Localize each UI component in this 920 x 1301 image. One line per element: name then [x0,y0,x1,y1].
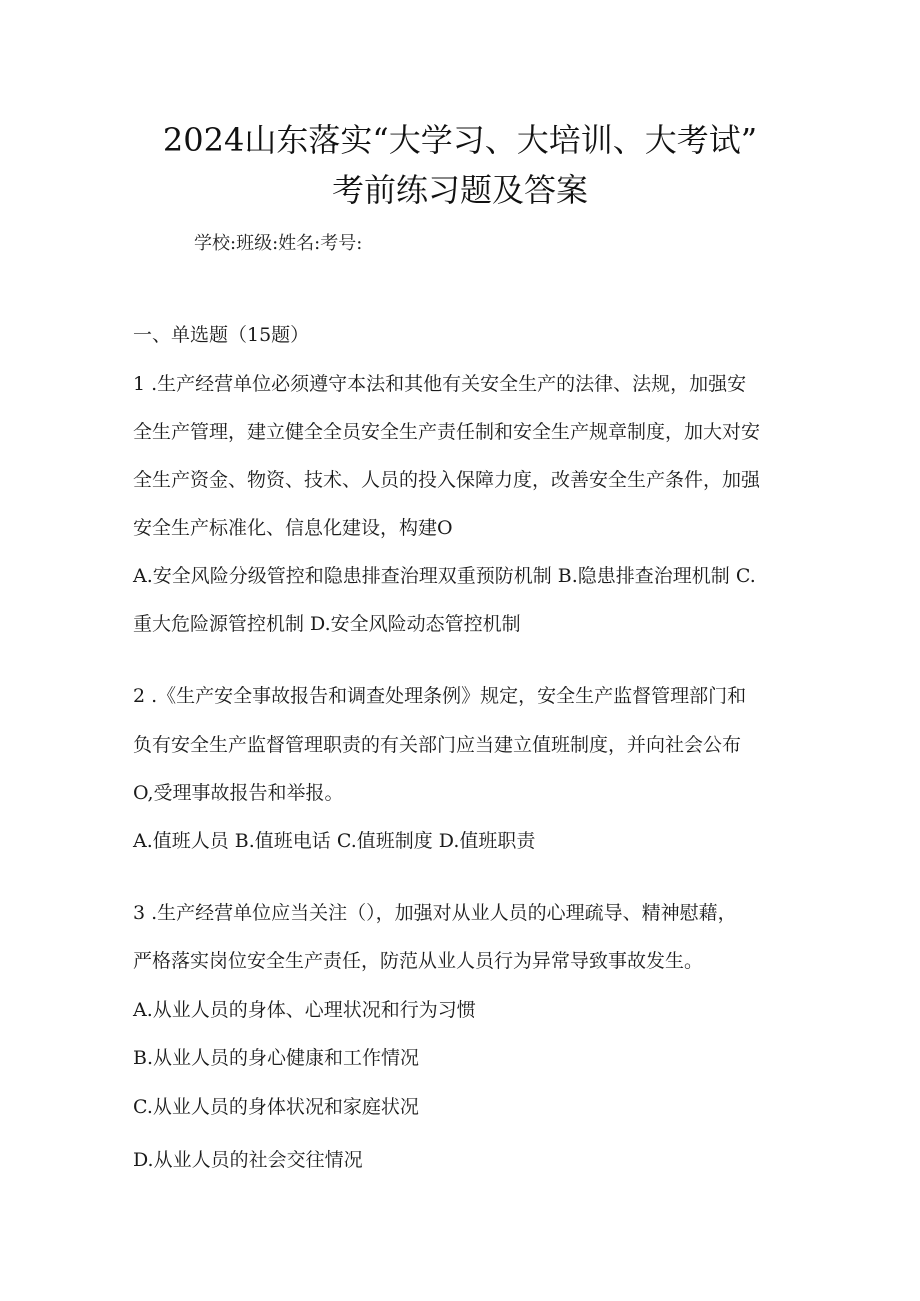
question-3-option-a: A.从业人员的身体、心理状况和行为习惯 [133,999,476,1021]
question-2-text-line: O,受理事故报告和举报。 [133,782,344,804]
question-2-text-line: 负有安全生产监督管理职责的有关部门应当建立值班制度，并向社会公布 [133,734,742,756]
question-1-text-line: 安全生产标准化、信息化建设，构建O [133,517,453,539]
question-1-text-line: 全生产资金、物资、技术、人员的投入保障力度，改善安全生产条件，加强 [133,469,761,491]
question-3-text-line: 3 .生产经营单位应当关注（），加强对从业人员的心理疏导、精神慰藉， [133,902,737,924]
question-3-text-line: 严格落实岗位安全生产责任，防范从业人员行为异常导致事故发生。 [133,950,704,972]
question-3-option-b: B.从业人员的身心健康和工作情况 [133,1047,420,1069]
question-1-options-line: A.安全风险分级管控和隐患排查治理双重预防机制 B.隐患排查治理机制 C. [133,565,756,587]
question-3-option-c: C.从业人员的身体状况和家庭状况 [133,1096,419,1118]
section-heading: 一、单选题（15题） [133,324,310,346]
document-title-line-2: 考前练习题及答案 [331,171,588,209]
question-2-text-line: 2 .《生产安全事故报告和调查处理条例》规定，安全生产监督管理部门和 [133,685,747,707]
question-3-option-d: D.从业人员的社会交往情况 [133,1149,363,1171]
question-1-options-line: 重大危险源管控机制 D.安全风险动态管控机制 [133,613,521,635]
question-1-text-line: 1 .生产经营单位必须遵守本法和其他有关安全生产的法律、法规，加强安 [133,373,747,395]
document-title-line-1: 2024山东落实“大学习、大培训、大考试” [162,121,758,159]
student-info-line: 学校:班级:姓名:考号: [194,233,363,254]
question-1-text-line: 全生产管理，建立健全全员安全生产责任制和安全生产规章制度，加大对安 [133,421,761,443]
question-2-options-line: A.值班人员 B.值班电话 C.值班制度 D.值班职责 [133,830,536,852]
